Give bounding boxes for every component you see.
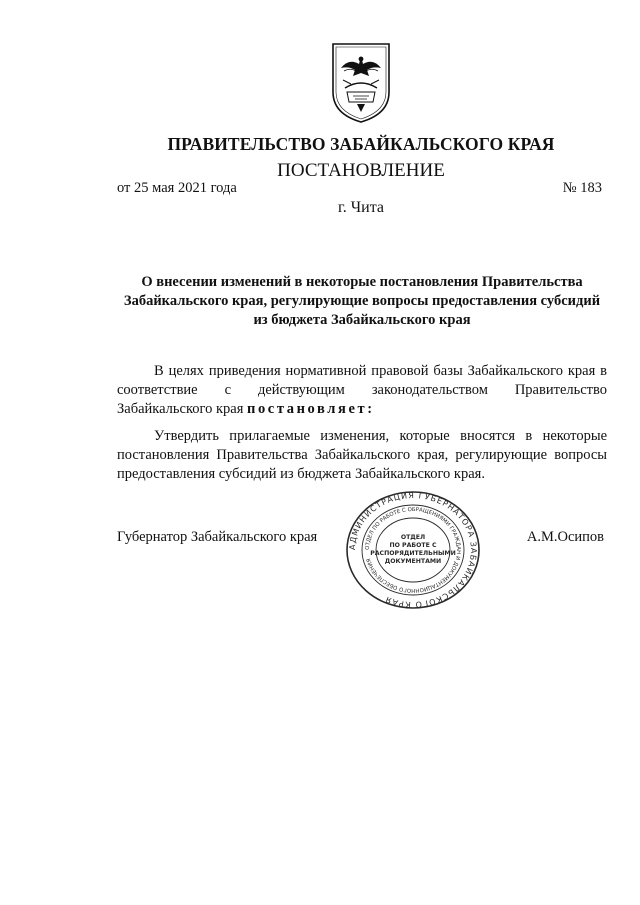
- paragraph-line: предоставления субсидий из бюджета Забайкальского края.: [117, 466, 485, 482]
- resolution-keyword: постановляет:: [247, 401, 375, 417]
- paragraph-line: соответствие с действующим законодательством Правительство: [117, 382, 607, 398]
- stamp-center-line: ПО РАБОТЕ С: [389, 542, 437, 549]
- signatory-name: А.М.Осипов: [526, 529, 604, 545]
- stamp-inner-text: ОТДЕЛ ПО РАБОТЕ С ОБРАЩЕНИЯМИ ГРАЖДАН И ДОКУМЕНТАЦИОННОГО ОБЕСПЕЧЕНИЯ: [364, 506, 462, 594]
- subject-line: О внесении изменений в некоторые постановления Правительства: [141, 274, 583, 290]
- official-stamp: [343, 490, 483, 610]
- paragraph-line: постановления Правительства Забайкальского края, регулирующие вопросы: [117, 447, 607, 463]
- government-title: ПРАВИТЕЛЬСТВО ЗАБАЙКАЛЬСКОГО КРАЯ: [167, 134, 555, 154]
- stamp-center-line: РАСПОРЯДИТЕЛЬНЫМИ: [370, 550, 456, 557]
- signatory-title: Губернатор Забайкальского края: [117, 529, 318, 545]
- document-number: № 183: [562, 180, 602, 196]
- paragraph-line: Утвердить прилагаемые изменения, которые вносятся в некоторые: [154, 428, 607, 444]
- subject-line: Забайкальского края, регулирующие вопросы предоставления субсидий: [123, 293, 601, 309]
- document-city: г. Чита: [337, 199, 384, 216]
- document-subject: [117, 273, 607, 330]
- paragraph-text: Забайкальского края: [117, 401, 247, 417]
- resolution-paragraph: [117, 427, 607, 484]
- document-type: ПОСТАНОВЛЕНИЕ: [277, 160, 445, 181]
- paragraph-line: В целях приведения нормативной правовой базы Забайкальского края в: [154, 363, 607, 379]
- paragraph-line: [117, 400, 607, 419]
- coat-of-arms-icon: [329, 40, 393, 124]
- document-date: от 25 мая 2021 года: [117, 180, 237, 196]
- stamp-outer-text: АДМИНИСТРАЦИЯ ГУБЕРНАТОРА ЗАБАЙКАЛЬСКОГО КРАЯ: [347, 490, 479, 610]
- stamp-center-line: ОТДЕЛ: [400, 534, 426, 541]
- preamble-paragraph: [117, 362, 607, 419]
- stamp-center-line: ДОКУМЕНТАМИ: [384, 558, 442, 565]
- subject-line: из бюджета Забайкальского края: [253, 312, 471, 328]
